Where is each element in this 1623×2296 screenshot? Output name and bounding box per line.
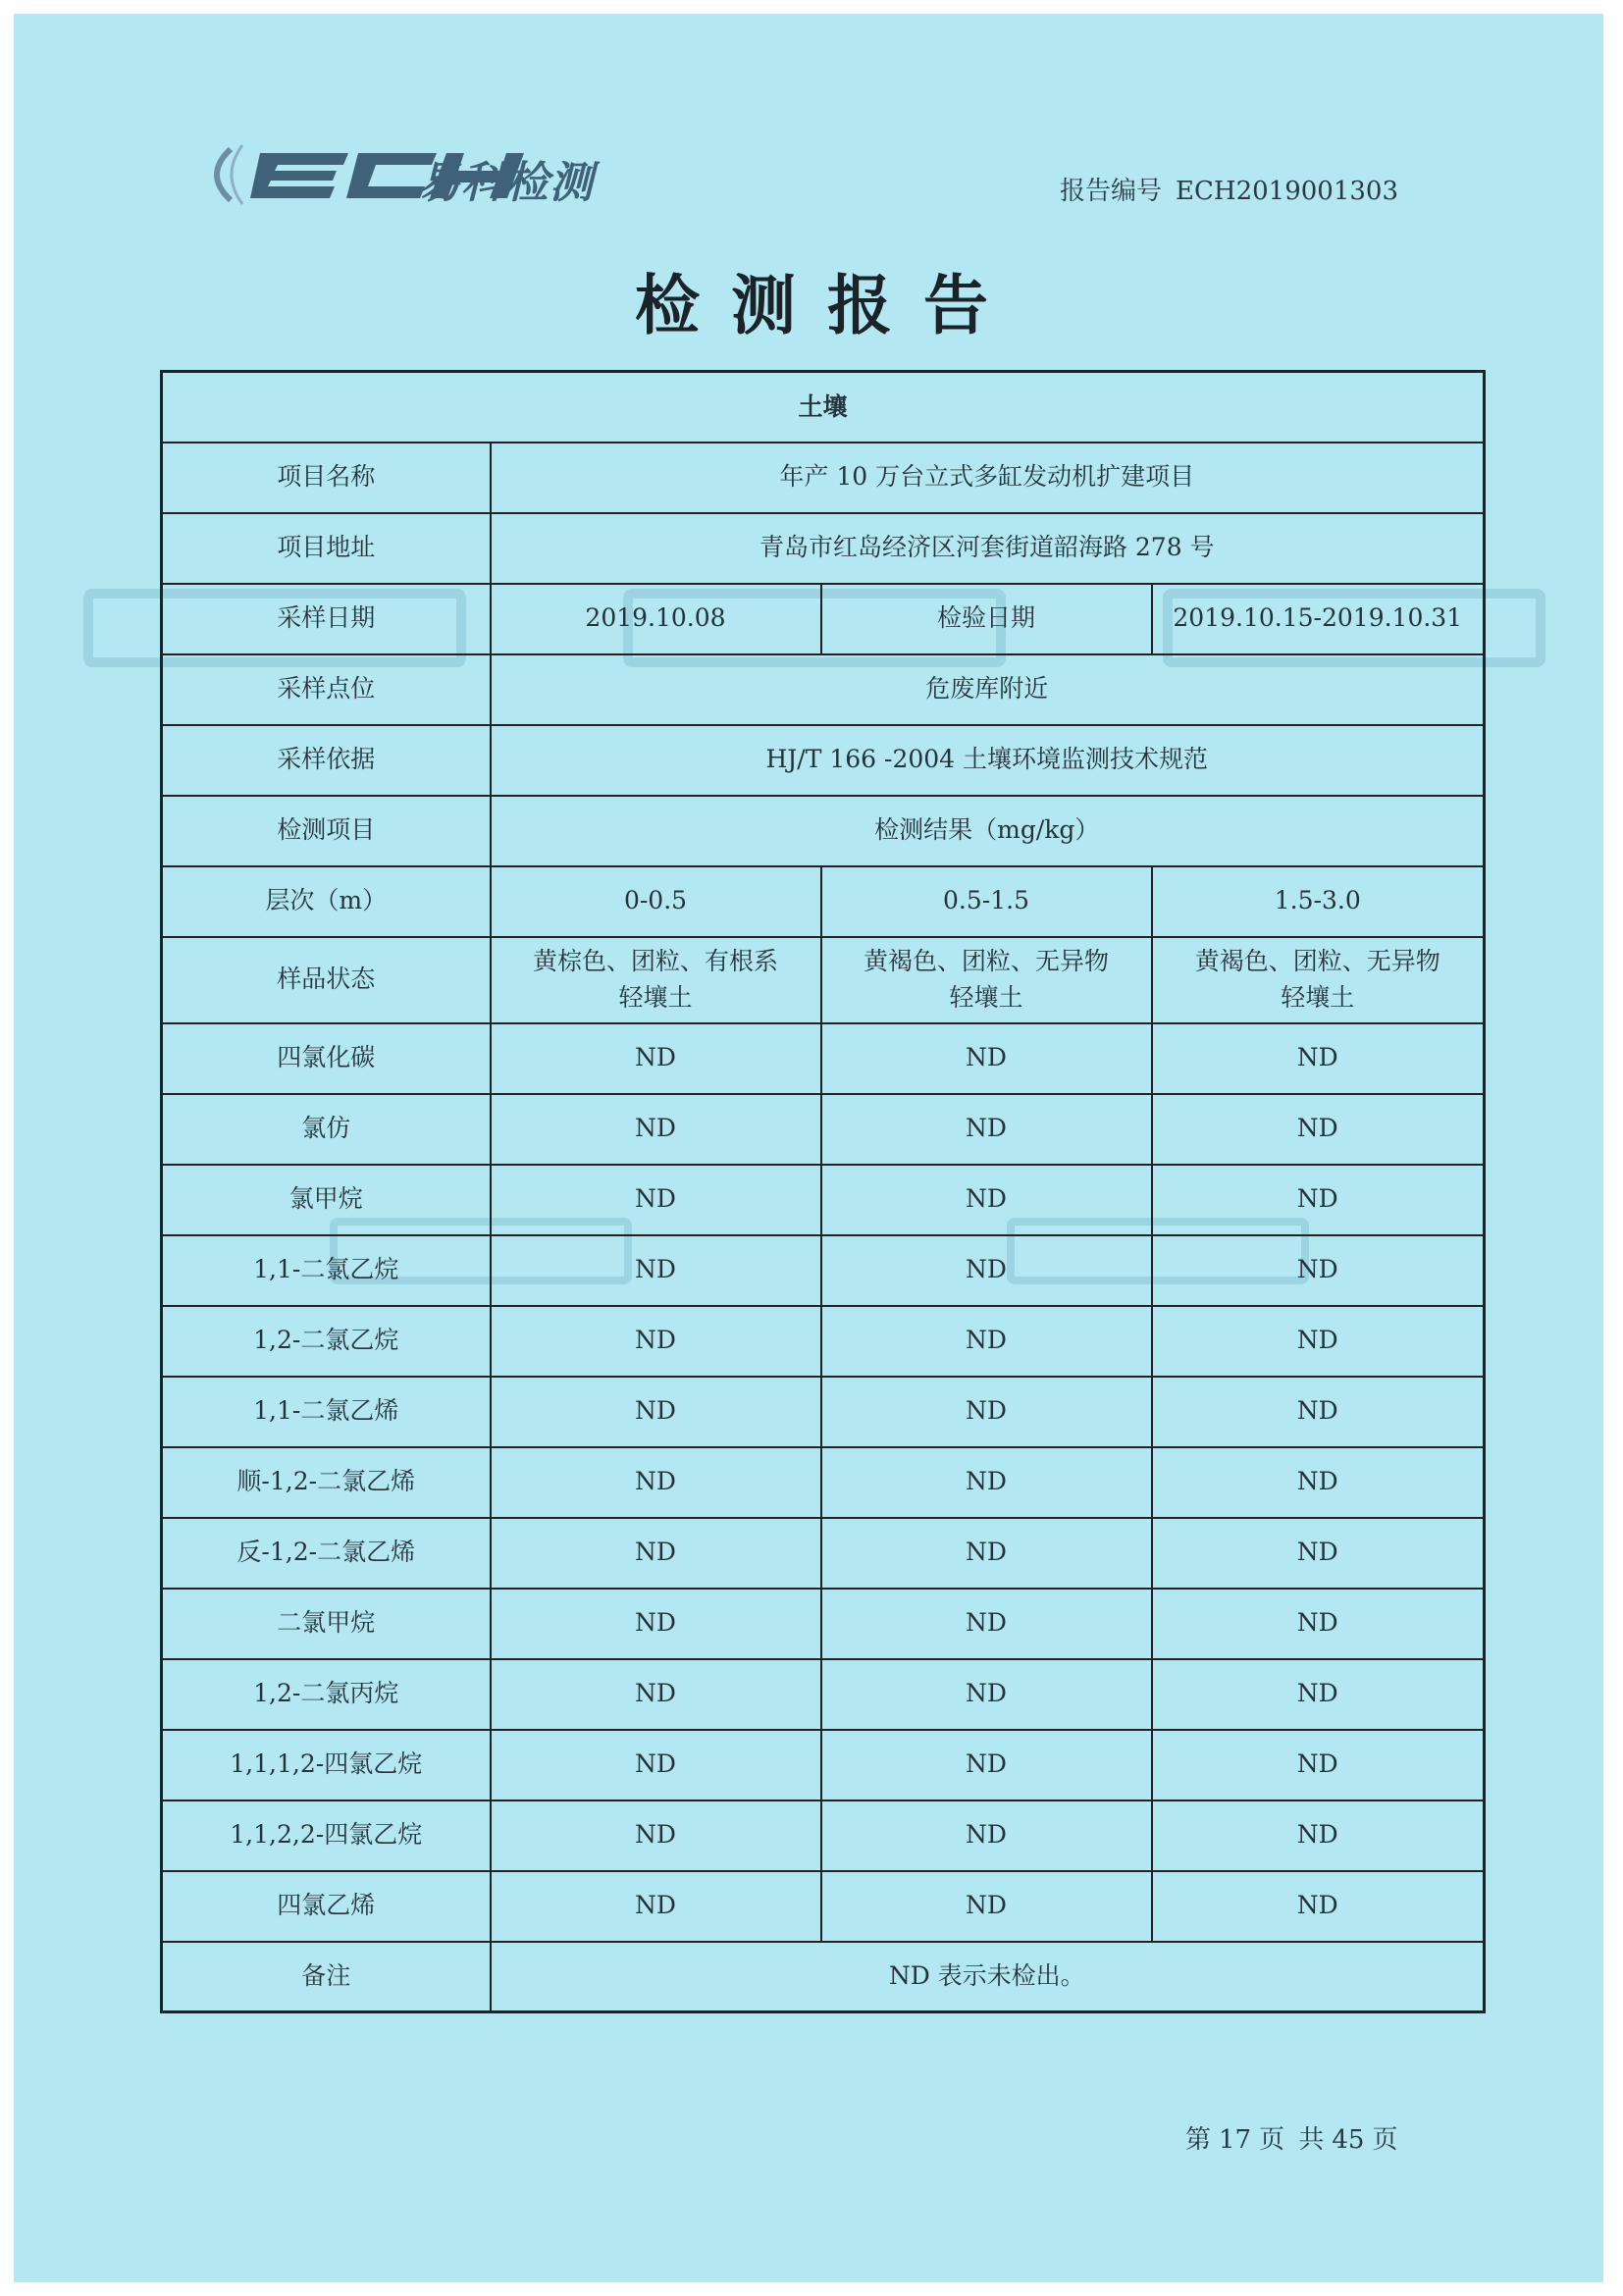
result-cell: ND <box>491 1800 821 1871</box>
sample-state-value <box>491 937 821 1023</box>
table-row <box>162 513 1485 584</box>
result-cell: ND <box>1152 1659 1485 1730</box>
report-number-value: ECH2019001303 <box>1176 177 1398 206</box>
result-cell: ND <box>1152 1306 1485 1377</box>
result-cell: ND <box>491 1377 821 1447</box>
project-name-value: 年产 10 万台立式多缸发动机扩建项目 <box>491 443 1485 513</box>
result-cell: ND <box>821 1094 1152 1165</box>
page-total: 45 <box>1332 2125 1365 2155</box>
test-item: 二氯甲烷 <box>162 1589 491 1659</box>
result-cell: ND <box>1152 1800 1485 1871</box>
result-cell: ND <box>821 1871 1152 1942</box>
result-cell: ND <box>491 1023 821 1094</box>
test-item-label: 检测项目 <box>162 796 491 866</box>
page-title: 检测报告 <box>635 268 1020 343</box>
result-unit-label: 检测结果（mg/kg） <box>491 796 1485 866</box>
sample-state-line: 黄褐色、团粒、无异物 <box>1194 947 1440 976</box>
result-cell: ND <box>821 1518 1152 1589</box>
table-row <box>162 1800 1485 1871</box>
test-item: 顺-1,2-二氯乙烯 <box>162 1447 491 1518</box>
result-cell: ND <box>1152 1730 1485 1800</box>
result-cell: ND <box>1152 1871 1485 1942</box>
table-row <box>162 866 1485 937</box>
sampling-point-value: 危废库附近 <box>491 654 1485 725</box>
table-row <box>162 1730 1485 1800</box>
result-cell: ND <box>491 1730 821 1800</box>
table-row <box>162 1306 1485 1377</box>
result-cell: ND <box>491 1165 821 1235</box>
result-cell: ND <box>821 1235 1152 1306</box>
report-table <box>160 370 1486 2013</box>
result-cell: ND <box>1152 1165 1485 1235</box>
result-cell: ND <box>491 1871 821 1942</box>
result-cell: ND <box>821 1659 1152 1730</box>
table-row <box>162 1942 1485 2012</box>
sample-state-line: 轻壤土 <box>618 982 693 1012</box>
sampling-basis-value: HJ/T 166 -2004 土壤环境监测技术规范 <box>491 725 1485 796</box>
sample-state-label: 样品状态 <box>162 937 491 1023</box>
table-row <box>162 443 1485 513</box>
test-item: 氯甲烷 <box>162 1165 491 1235</box>
logo-chinese-name: 易科检测 <box>417 158 594 208</box>
result-cell: ND <box>1152 1094 1485 1165</box>
test-date-label: 检验日期 <box>821 584 1152 654</box>
test-item: 四氯乙烯 <box>162 1871 491 1942</box>
sampling-date-label: 采样日期 <box>162 584 491 654</box>
sampling-basis-label: 采样依据 <box>162 725 491 796</box>
test-item: 1,1-二氯乙烯 <box>162 1377 491 1447</box>
sample-state-line: 轻壤土 <box>1281 982 1355 1012</box>
table-heading: 土壤 <box>162 372 1485 443</box>
remark-label: 备注 <box>162 1942 491 2012</box>
table-row <box>162 937 1485 1023</box>
test-item: 反-1,2-二氯乙烯 <box>162 1518 491 1589</box>
result-cell: ND <box>1152 1447 1485 1518</box>
project-address-label: 项目地址 <box>162 513 491 584</box>
sample-state-line: 黄褐色、团粒、无异物 <box>863 947 1109 976</box>
sampling-point-label: 采样点位 <box>162 654 491 725</box>
table-row <box>162 1235 1485 1306</box>
layer-value: 0-0.5 <box>491 866 821 937</box>
page-current: 17 <box>1219 2125 1252 2155</box>
result-cell: ND <box>1152 1023 1485 1094</box>
table-row <box>162 796 1485 866</box>
test-item: 1,1-二氯乙烷 <box>162 1235 491 1306</box>
project-name-label: 项目名称 <box>162 443 491 513</box>
result-cell: ND <box>1152 1518 1485 1589</box>
result-cell: ND <box>1152 1235 1485 1306</box>
test-date-value: 2019.10.15-2019.10.31 <box>1152 584 1485 654</box>
page-number <box>1185 2119 1405 2156</box>
test-item: 1,2-二氯丙烷 <box>162 1659 491 1730</box>
result-cell: ND <box>491 1094 821 1165</box>
table-row <box>162 1871 1485 1942</box>
layer-value: 0.5-1.5 <box>821 866 1152 937</box>
test-item: 四氯化碳 <box>162 1023 491 1094</box>
result-cell: ND <box>491 1659 821 1730</box>
layer-label: 层次（m） <box>162 866 491 937</box>
table-row <box>162 1377 1485 1447</box>
test-item: 1,1,2,2-四氯乙烷 <box>162 1800 491 1871</box>
table-row <box>162 1094 1485 1165</box>
sample-state-line: 黄棕色、团粒、有根系 <box>532 947 778 976</box>
result-cell: ND <box>491 1589 821 1659</box>
page-mid: 页 共 <box>1259 2125 1325 2155</box>
result-cell: ND <box>821 1165 1152 1235</box>
result-cell: ND <box>821 1377 1152 1447</box>
remark-value: ND 表示未检出。 <box>491 1942 1485 2012</box>
result-cell: ND <box>491 1518 821 1589</box>
table-row <box>162 584 1485 654</box>
table-row <box>162 654 1485 725</box>
table-row <box>162 1659 1485 1730</box>
result-cell: ND <box>821 1730 1152 1800</box>
result-cell: ND <box>821 1447 1152 1518</box>
result-cell: ND <box>1152 1377 1485 1447</box>
sample-state-value <box>821 937 1152 1023</box>
test-item: 氯仿 <box>162 1094 491 1165</box>
report-number <box>1060 171 1398 207</box>
result-cell: ND <box>491 1235 821 1306</box>
table-row <box>162 1589 1485 1659</box>
table-row <box>162 1447 1485 1518</box>
result-cell: ND <box>821 1800 1152 1871</box>
page-prefix: 第 <box>1185 2125 1212 2155</box>
result-cell: ND <box>821 1589 1152 1659</box>
result-cell: ND <box>491 1306 821 1377</box>
result-cell: ND <box>491 1447 821 1518</box>
table-row <box>162 1518 1485 1589</box>
test-item: 1,1,1,2-四氯乙烷 <box>162 1730 491 1800</box>
result-cell: ND <box>821 1023 1152 1094</box>
result-cell: ND <box>1152 1589 1485 1659</box>
sample-state-line: 轻壤土 <box>949 982 1023 1012</box>
project-address-value: 青岛市红岛经济区河套街道韶海路 278 号 <box>491 513 1485 584</box>
sample-state-value <box>1152 937 1485 1023</box>
page-suffix: 页 <box>1372 2125 1398 2155</box>
sampling-date-value: 2019.10.08 <box>491 584 821 654</box>
report-number-label: 报告编号 <box>1060 177 1163 206</box>
test-item: 1,2-二氯乙烷 <box>162 1306 491 1377</box>
table-row <box>162 725 1485 796</box>
table-heading-row <box>162 372 1485 443</box>
table-row <box>162 1165 1485 1235</box>
table-row <box>162 1023 1485 1094</box>
result-cell: ND <box>821 1306 1152 1377</box>
layer-value: 1.5-3.0 <box>1152 866 1485 937</box>
